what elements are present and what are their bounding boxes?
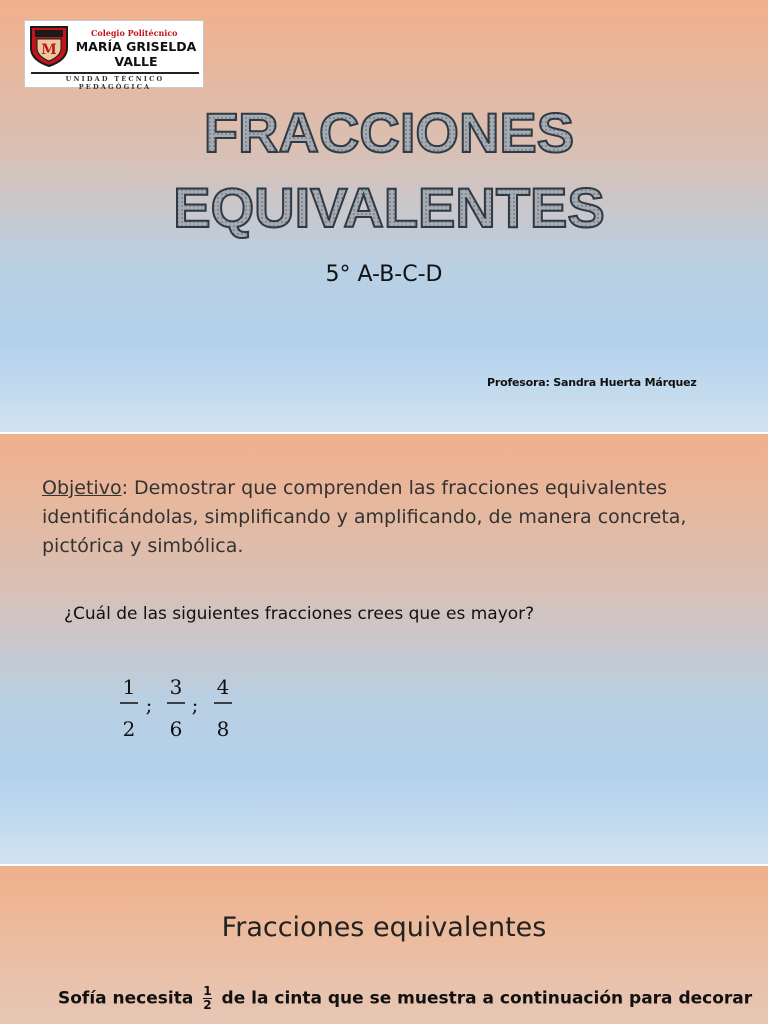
separator-1: ;: [145, 693, 153, 717]
inline-fraction-numerator: 1: [203, 984, 212, 998]
shield-letter: M: [41, 42, 57, 58]
objective-paragraph: [42, 474, 742, 561]
fraction-1-denominator: 2: [122, 717, 136, 741]
fraction-2-numerator: 3: [169, 675, 183, 699]
fractions-list: [120, 674, 250, 744]
objective-text: : Demostrar que comprenden las fracciones equivalentes identificándolas, simplificando y amplificando, de manera concreta, pictórica y simbólica.: [42, 477, 687, 557]
sentence-after: de la cinta que se muestra a continuación para decorar: [221, 988, 753, 1009]
inline-fraction: [203, 985, 211, 1012]
logo-name-line1: MARÍA GRISELDA: [75, 39, 197, 54]
title-line2: EQUIVALENTES: [173, 176, 605, 239]
school-shield-icon: [29, 24, 69, 68]
problem-sentence: [58, 985, 752, 1012]
slide-objective: [0, 434, 768, 864]
slide-title: [0, 0, 768, 432]
objective-label: Objetivo: [42, 477, 122, 499]
slide-title-heading: [0, 96, 768, 246]
school-logo: [24, 20, 204, 91]
logo-divider: [31, 72, 199, 74]
slide-equivalent-fractions: [0, 866, 768, 1024]
sentence-before: Sofía necesita: [58, 988, 194, 1009]
inline-fraction-denominator: 2: [203, 998, 212, 1012]
grade-groups: 5° A-B-C-D: [325, 262, 443, 287]
logo-unit-text: UNIDAD TÉCNICO PEDAGÓGICA: [65, 75, 165, 91]
fraction-3-denominator: 8: [216, 717, 230, 741]
logo-school-name: [71, 39, 201, 69]
teacher-name: Profesora: Sandra Huerta Márquez: [487, 376, 697, 389]
logo-name-line2: VALLE: [114, 54, 158, 69]
separator-2: ;: [191, 693, 199, 717]
fraction-1-numerator: 1: [122, 675, 136, 699]
slide3-title: Fracciones equivalentes: [221, 912, 547, 943]
question-text: ¿Cuál de las siguientes fracciones crees que es mayor?: [64, 604, 535, 624]
title-line1: FRACCIONES: [203, 101, 575, 164]
fraction-3-numerator: 4: [216, 675, 230, 699]
fraction-2-denominator: 6: [169, 717, 183, 741]
logo-school-type: Colegio Politécnico: [91, 28, 178, 38]
